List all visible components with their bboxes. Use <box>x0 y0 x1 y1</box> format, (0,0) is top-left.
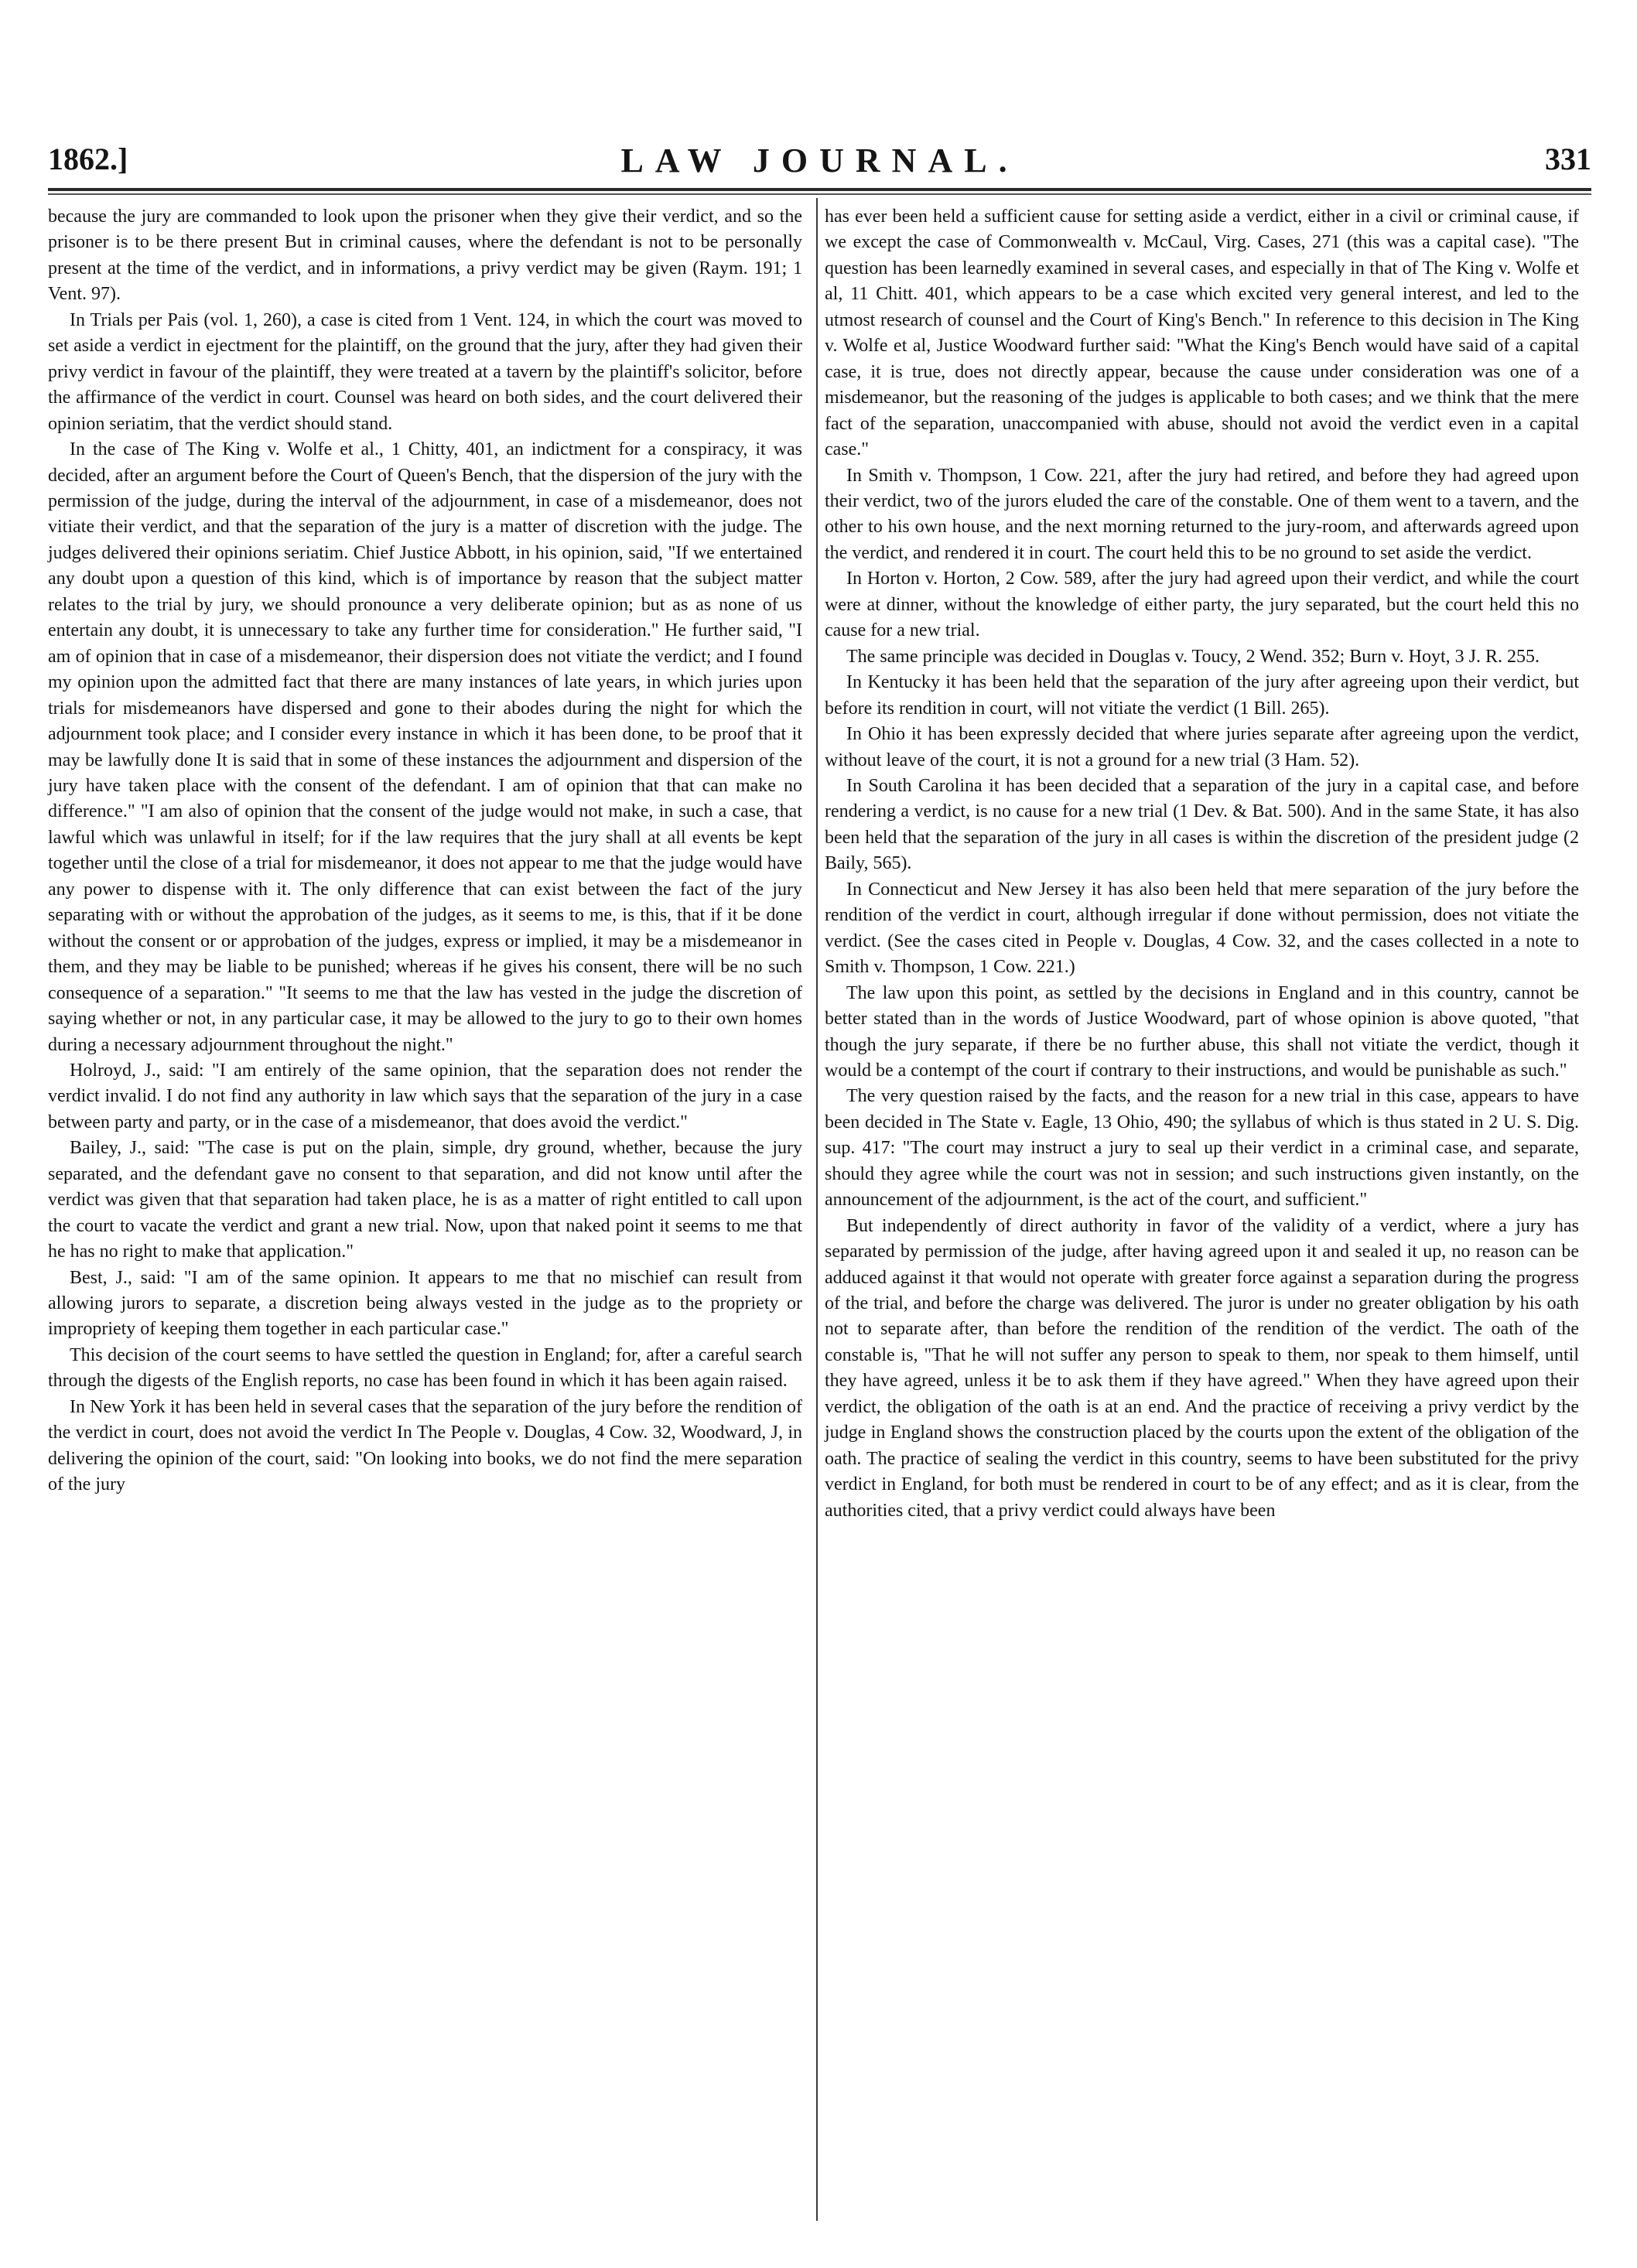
running-header <box>48 141 1591 189</box>
paragraph: In New York it has been held in several cases that the separation of the jury before the rendition of the verdict in court, does not avoid the verdict In The People v. Douglas, 4 Cow. 32, Woodward, J, in delivering the opinion of the court, said: "On looking into books, we do not find the mere separation of the jury <box>48 1396 802 1495</box>
paragraph: In Connecticut and New Jersey it has also been held that mere separation of the jury before the rendition of the verdict in court, although irregular if done without permission, does not vitiate the verdict. (See the cases cited in People v. Douglas, 4 Cow. 32, and the cases collected in a note to Smith v. Thompson, 1 Cow. 221.) <box>825 879 1579 978</box>
header-year: 1862.] <box>48 142 128 176</box>
paragraph: Holroyd, J., said: "I am entirely of the same opinion, that the separation does not render the verdict invalid. I do not find any authority in law which says that the separation of the jury in a case between party and party, or in the case of a misdemeanor, that does avoid the verdict." <box>48 1060 802 1132</box>
paragraph: In Ohio it has been expressly decided that where juries separate after agreeing upon the verdict, without leave of the court, it is not a ground for a new trial (3 Ham. 52). <box>825 724 1579 770</box>
paragraph: In Smith v. Thompson, 1 Cow. 221, after the jury had retired, and before they had agreed upon their verdict, two of the jurors eluded the care of the constable. One of them went to a tavern, and the other to his own house, and the next morning returned to the jury-room, and afterwards agreed upon the verdict, and rendered it in court. The court held this to be no ground to set aside the verdict. <box>825 465 1579 563</box>
paragraph: In the case of The King v. Wolfe et al., 1 Chitty, 401, an indictment for a conspiracy, it was decided, after an argument before the Court of Queen's Bench, that the dispersion of the jury with the permission of the judge, during the interval of the adjournment, in case of a misdemeanor, does not vitiate their verdict, and that the separation of the jury is a matter of discretion with the judge. The judges delivered their opinions seriatim. Chief Justice Abbott, in his opinion, said, "If we entertained any doubt upon a question of this kind, which is of importance by reason that the subject matter relates to the trial by jury, we should pronounce a very deliberate opinion; but as as none of us entertain any doubt, it is unnecessary to take any further time for consideration." He further said, "I am of opinion that in case of a misdemeanor, their dispersion does not vitiate the verdict; and I found my opinion upon the admitted fact that there are many instances of late years, in which juries upon trials for misdemeanors have dispersed and gone to their abodes during the night for which the adjournment took place; and I consider every instance in which it has been done, to be proof that it may be lawfully done It is said that in some of these instances the adjournment and dispersion of the jury have taken place with the consent of the defendant. I am of opinion that that can make no difference." "I am also of opinion that the consent of the judge would not make, in such a case, that lawful which was unlawful in itself; for if the law requires that the jury shall at all events be kept together until the close of a trial for misdemeanor, it does not appear to me that the judge would have any power to dispense with it. The only difference that can exist between the fact of the jury separating with or without the approbation of the judges, as it seems to me, is this, that if it be done without the consent or or approbation of the judges, express or implied, it may be a misdemeanor in them, and they may be liable to be punished; whereas if he gives his consent, there will be no such consequence of a separation." "It seems to me that the law has vested in the judge the discretion of saying whether or not, in any particular case, it may be allowed to the jury to go to their own homes during a necessary adjournment throughout the night." <box>48 439 802 1055</box>
journal-title: LAW JOURNAL. <box>620 142 1019 179</box>
paragraph: In South Carolina it has been decided that a separation of the jury in a capital case, and before rendering a verdict, is no cause for a new trial (1 Dev. & Bat. 500). And in the same State, it has also been held that the separation of the jury in all cases is within the discretion of the president judge (2 Baily, 565). <box>825 775 1579 874</box>
page-number: 331 <box>1545 142 1591 176</box>
paragraph: Bailey, J., said: "The case is put on the plain, simple, dry ground, whether, because the jury separated, and the defendant gave no consent to that separation, and did not know until after the verdict was given that that separation had taken place, he is as a matter of right entitled to call upon the court to vacate the verdict and grant a new trial. Now, upon that naked point it seems to me that he has no right to make that application." <box>48 1138 802 1262</box>
paragraph: In Trials per Pais (vol. 1, 260), a case is cited from 1 Vent. 124, in which the court was moved to set aside a verdict in ejectment for the plaintiff, on the ground that the jury, after they had given their privy verdict in favour of the plaintiff, they were treated at a tavern by the plaintiff's solicitor, before the affirmance of the verdict in court. Counsel was heard on both sides, and the court delivered their opinion seriatim, that the verdict should stand. <box>48 309 802 434</box>
paragraph: because the jury are commanded to look upon the prisoner when they give their verdict, and so the prisoner is to be there present But in criminal causes, where the defendant is not to be personally present at the time of the verdict, and in informations, a privy verdict may be given (Raym. 191; 1 Vent. 97). <box>48 207 802 305</box>
paragraph: Best, J., said: "I am of the same opinion. It appears to me that no mischief can result from allowing jurors to separate, a discretion being always vested in the judge as to the propriety or impropriety of keeping them together in each particular case." <box>48 1267 802 1340</box>
header-rule <box>48 188 1591 191</box>
paragraph: But independently of direct authority in favor of the validity of a verdict, where a jury has separated by permission of the judge, after having agreed upon it and sealed it up, no reason can be adduced against it that would not operate with greater force against a separation during the progress of the trial, and before the charge was delivered. The juror is under no greater obligation by his oath not to separate after, than before the rendition of the rendition of the verdict. The oath of the constable is, "That he will not suffer any person to speak to them, nor speak to them himself, until they have agreed, unless it be to ask them if they have agreed." When they have agreed upon their verdict, the obligation of the oath is at an end. And the practice of receiving a privy verdict by the judge in England shows the construction placed by the courts upon the extent of the obligation of the oath. The practice of sealing the verdict in this country, seems to have been substituted for the privy verdict in England, for both must be rendered in court to be of any effect; and as it is clear, from the authorities cited, that a privy verdict could always have been <box>825 1215 1579 1521</box>
paragraph: In Horton v. Horton, 2 Cow. 589, after the jury had agreed upon their verdict, and while the court were at dinner, without the knowledge of either party, the jury separated, but the court held this no cause for a new trial. <box>825 569 1579 641</box>
paragraph: has ever been held a sufficient cause for setting aside a verdict, either in a civil or criminal cause, if we except the case of Commonwealth v. McCaul, Virg. Cases, 271 (this was a capital case). "The question has been learnedly examined in several cases, and especially in that of The King v. Wolfe et al, 11 Chitt. 401, which appears to be a case which excited very general interest, and led to the utmost research of counsel and the Court of King's Bench." In reference to this decision in The King v. Wolfe et al, Justice Woodward further said: "What the King's Bench would have said of a capital case, it is true, does not directly appear, because the cause under consideration was one of a misdemeanor, but the reasoning of the judges is applicable to both cases; and we think that the mere fact of the separation, unaccompanied with abuse, should not avoid the verdict even in a capital case." <box>825 207 1579 460</box>
paragraph: The very question raised by the facts, and the reason for a new trial in this case, appears to have been decided in The State v. Eagle, 13 Ohio, 490; the syllabus of which is thus stated in 2 U. S. Dig. sup. 417: "The court may instruct a jury to seal up their verdict in a criminal case, and separate, should they agree while the court was not in session; and such instructions given instantly, on the announcement of the adjournment, is the act of the court, and sufficient." <box>825 1086 1579 1211</box>
header-rule-thin <box>48 193 1591 195</box>
left-column <box>48 204 802 1498</box>
paragraph: The law upon this point, as settled by the decisions in England and in this country, cannot be better stated than in the words of Justice Woodward, part of whose opinion is above quoted, "that though the jury separate, if there be no further abuse, this shall not vitiate the verdict, though it would be a contempt of the court if contrary to their instructions, and would be punishable as such." <box>825 982 1579 1081</box>
paragraph: In Kentucky it has been held that the separation of the jury after agreeing upon their verdict, but before its rendition in court, will not vitiate the verdict (1 Bill. 265). <box>825 672 1579 719</box>
paragraph: The same principle was decided in Douglas v. Toucy, 2 Wend. 352; Burn v. Hoyt, 3 J. R. 255. <box>846 646 1540 667</box>
column-divider <box>816 198 818 2221</box>
right-column <box>825 204 1579 1524</box>
paragraph: This decision of the court seems to have settled the question in England; for, after a careful search through the digests of the English reports, no case has been found in which it has been again raised. <box>48 1344 802 1392</box>
